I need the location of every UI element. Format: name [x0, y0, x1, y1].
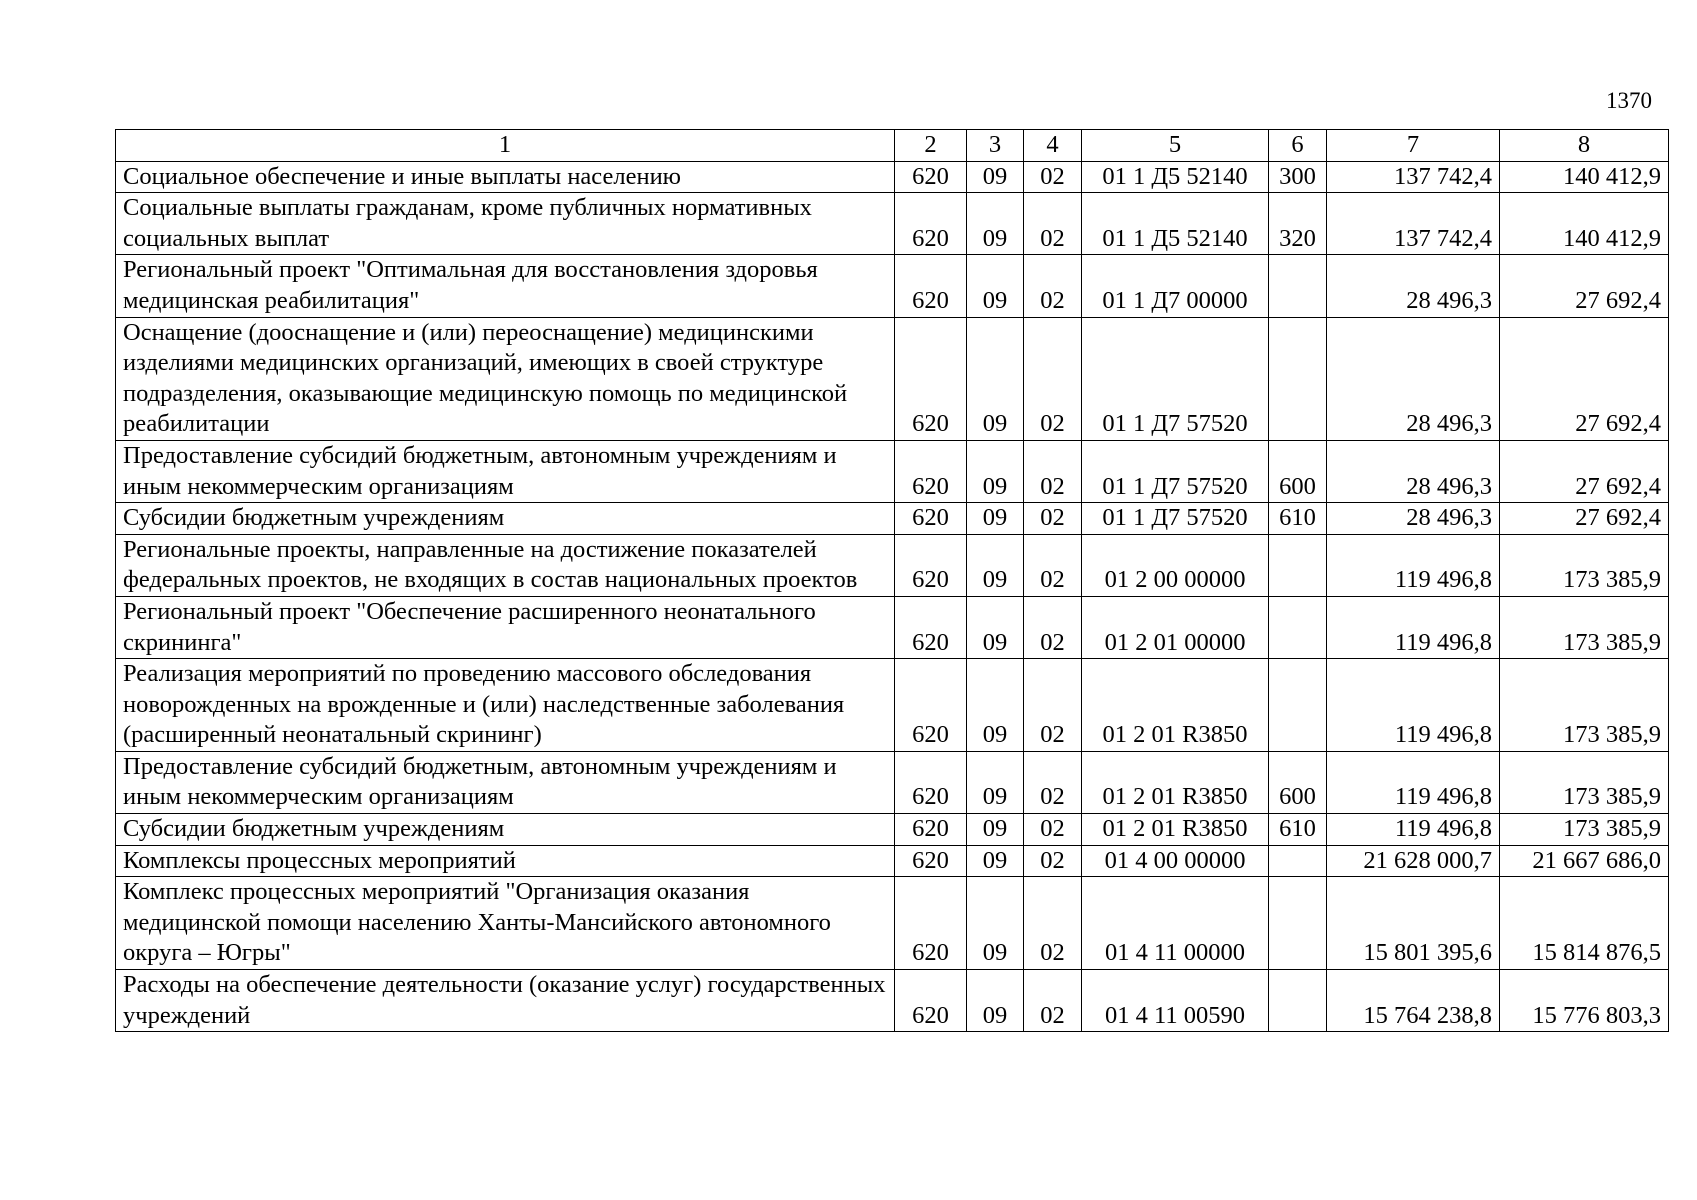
ved-code-cell: 620 — [895, 161, 967, 193]
amount-year1-cell: 28 496,3 — [1327, 440, 1500, 502]
subsection-code-cell: 02 — [1024, 440, 1082, 502]
target-article-cell: 01 1 Д7 57520 — [1082, 503, 1269, 535]
subsection-code-cell: 02 — [1024, 659, 1082, 752]
amount-year2-cell: 140 412,9 — [1500, 161, 1669, 193]
expense-type-cell: 300 — [1269, 161, 1327, 193]
row-name-cell: Региональный проект "Обеспечение расширенного неонатального скрининга" — [116, 596, 895, 658]
table-row — [116, 970, 1669, 1032]
subsection-code-cell: 02 — [1024, 317, 1082, 440]
section-code-cell: 09 — [967, 596, 1024, 658]
expense-type-cell: 600 — [1269, 751, 1327, 813]
ved-code-cell: 620 — [895, 534, 967, 596]
table-row — [116, 877, 1669, 970]
amount-year2-cell: 27 692,4 — [1500, 255, 1669, 317]
column-header: 5 — [1082, 130, 1269, 162]
target-article-cell: 01 4 00 00000 — [1082, 845, 1269, 877]
amount-year2-cell: 173 385,9 — [1500, 534, 1669, 596]
amount-year1-cell: 28 496,3 — [1327, 503, 1500, 535]
table-row — [116, 503, 1669, 535]
ved-code-cell: 620 — [895, 503, 967, 535]
subsection-code-cell: 02 — [1024, 503, 1082, 535]
row-name-cell: Комплексы процессных мероприятий — [116, 845, 895, 877]
target-article-cell: 01 1 Д5 52140 — [1082, 161, 1269, 193]
amount-year1-cell: 119 496,8 — [1327, 596, 1500, 658]
subsection-code-cell: 02 — [1024, 161, 1082, 193]
expense-type-cell — [1269, 970, 1327, 1032]
ved-code-cell: 620 — [895, 596, 967, 658]
row-name-cell: Субсидии бюджетным учреждениям — [116, 814, 895, 846]
expense-type-cell — [1269, 317, 1327, 440]
table-row — [116, 659, 1669, 752]
section-code-cell: 09 — [967, 970, 1024, 1032]
amount-year2-cell: 173 385,9 — [1500, 751, 1669, 813]
ved-code-cell: 620 — [895, 193, 967, 255]
amount-year2-cell: 15 776 803,3 — [1500, 970, 1669, 1032]
column-header: 2 — [895, 130, 967, 162]
ved-code-cell: 620 — [895, 751, 967, 813]
row-name-cell: Социальное обеспечение и иные выплаты населению — [116, 161, 895, 193]
ved-code-cell: 620 — [895, 877, 967, 970]
table-row — [116, 255, 1669, 317]
table-row — [116, 751, 1669, 813]
ved-code-cell: 620 — [895, 814, 967, 846]
target-article-cell: 01 2 00 00000 — [1082, 534, 1269, 596]
section-code-cell: 09 — [967, 814, 1024, 846]
amount-year1-cell: 28 496,3 — [1327, 317, 1500, 440]
row-name-cell: Субсидии бюджетным учреждениям — [116, 503, 895, 535]
expense-type-cell: 610 — [1269, 503, 1327, 535]
row-name-cell: Региональные проекты, направленные на достижение показателей федеральных проектов, не входящих в состав национальных проектов — [116, 534, 895, 596]
ved-code-cell: 620 — [895, 659, 967, 752]
subsection-code-cell: 02 — [1024, 814, 1082, 846]
row-name-cell: Социальные выплаты гражданам, кроме публичных нормативных социальных выплат — [116, 193, 895, 255]
expense-type-cell: 600 — [1269, 440, 1327, 502]
budget-table — [115, 129, 1669, 1032]
target-article-cell: 01 2 01 R3850 — [1082, 814, 1269, 846]
table-row — [116, 534, 1669, 596]
amount-year1-cell: 15 801 395,6 — [1327, 877, 1500, 970]
amount-year2-cell: 173 385,9 — [1500, 814, 1669, 846]
table-row — [116, 317, 1669, 440]
section-code-cell: 09 — [967, 845, 1024, 877]
table-header-row — [116, 130, 1669, 162]
subsection-code-cell: 02 — [1024, 877, 1082, 970]
ved-code-cell: 620 — [895, 845, 967, 877]
column-header: 8 — [1500, 130, 1669, 162]
target-article-cell: 01 2 01 R3850 — [1082, 751, 1269, 813]
column-header: 6 — [1269, 130, 1327, 162]
subsection-code-cell: 02 — [1024, 193, 1082, 255]
amount-year1-cell: 119 496,8 — [1327, 814, 1500, 846]
section-code-cell: 09 — [967, 255, 1024, 317]
amount-year2-cell: 15 814 876,5 — [1500, 877, 1669, 970]
amount-year2-cell: 27 692,4 — [1500, 503, 1669, 535]
table-body — [116, 161, 1669, 1032]
expense-type-cell: 610 — [1269, 814, 1327, 846]
row-name-cell: Предоставление субсидий бюджетным, автономным учреждениям и иным некоммерческим организациям — [116, 751, 895, 813]
subsection-code-cell: 02 — [1024, 970, 1082, 1032]
amount-year1-cell: 15 764 238,8 — [1327, 970, 1500, 1032]
target-article-cell: 01 2 01 00000 — [1082, 596, 1269, 658]
expense-type-cell — [1269, 596, 1327, 658]
amount-year2-cell: 21 667 686,0 — [1500, 845, 1669, 877]
amount-year1-cell: 137 742,4 — [1327, 193, 1500, 255]
column-header: 1 — [116, 130, 895, 162]
subsection-code-cell: 02 — [1024, 596, 1082, 658]
amount-year1-cell: 119 496,8 — [1327, 534, 1500, 596]
amount-year2-cell: 140 412,9 — [1500, 193, 1669, 255]
section-code-cell: 09 — [967, 751, 1024, 813]
expense-type-cell — [1269, 845, 1327, 877]
amount-year2-cell: 173 385,9 — [1500, 596, 1669, 658]
subsection-code-cell: 02 — [1024, 534, 1082, 596]
amount-year1-cell: 119 496,8 — [1327, 751, 1500, 813]
subsection-code-cell: 02 — [1024, 845, 1082, 877]
section-code-cell: 09 — [967, 503, 1024, 535]
column-header: 4 — [1024, 130, 1082, 162]
section-code-cell: 09 — [967, 440, 1024, 502]
ved-code-cell: 620 — [895, 440, 967, 502]
table-row — [116, 845, 1669, 877]
table-row — [116, 193, 1669, 255]
expense-type-cell: 320 — [1269, 193, 1327, 255]
row-name-cell: Реализация мероприятий по проведению массового обследования новорожденных на врожденные и (или) наследственные заболевания (расширенный неонатальный скрининг) — [116, 659, 895, 752]
amount-year1-cell: 119 496,8 — [1327, 659, 1500, 752]
ved-code-cell: 620 — [895, 317, 967, 440]
row-name-cell: Региональный проект "Оптимальная для восстановления здоровья медицинская реабилитация" — [116, 255, 895, 317]
section-code-cell: 09 — [967, 193, 1024, 255]
row-name-cell: Предоставление субсидий бюджетным, автономным учреждениям и иным некоммерческим организациям — [116, 440, 895, 502]
expense-type-cell — [1269, 534, 1327, 596]
section-code-cell: 09 — [967, 877, 1024, 970]
target-article-cell: 01 1 Д7 57520 — [1082, 440, 1269, 502]
section-code-cell: 09 — [967, 534, 1024, 596]
subsection-code-cell: 02 — [1024, 255, 1082, 317]
expense-type-cell — [1269, 659, 1327, 752]
expense-type-cell — [1269, 255, 1327, 317]
target-article-cell: 01 2 01 R3850 — [1082, 659, 1269, 752]
amount-year1-cell: 137 742,4 — [1327, 161, 1500, 193]
page-number: 1370 — [1606, 88, 1652, 113]
table-row — [116, 440, 1669, 502]
table-row — [116, 161, 1669, 193]
subsection-code-cell: 02 — [1024, 751, 1082, 813]
column-header: 7 — [1327, 130, 1500, 162]
column-header: 3 — [967, 130, 1024, 162]
target-article-cell: 01 4 11 00000 — [1082, 877, 1269, 970]
section-code-cell: 09 — [967, 161, 1024, 193]
amount-year1-cell: 28 496,3 — [1327, 255, 1500, 317]
target-article-cell: 01 1 Д5 52140 — [1082, 193, 1269, 255]
row-name-cell: Комплекс процессных мероприятий "Организация оказания медицинской помощи населению Ханты-Мансийского автономного округа – Югры" — [116, 877, 895, 970]
table-row — [116, 596, 1669, 658]
expense-type-cell — [1269, 877, 1327, 970]
row-name-cell: Оснащение (дооснащение и (или) переоснащение) медицинскими изделиями медицинских организаций, имеющих в своей структуре подразделения, оказывающие медицинскую помощь по медицинской реабилитации — [116, 317, 895, 440]
ved-code-cell: 620 — [895, 255, 967, 317]
ved-code-cell: 620 — [895, 970, 967, 1032]
section-code-cell: 09 — [967, 659, 1024, 752]
row-name-cell: Расходы на обеспечение деятельности (оказание услуг) государственных учреждений — [116, 970, 895, 1032]
target-article-cell: 01 4 11 00590 — [1082, 970, 1269, 1032]
amount-year2-cell: 173 385,9 — [1500, 659, 1669, 752]
amount-year2-cell: 27 692,4 — [1500, 317, 1669, 440]
amount-year1-cell: 21 628 000,7 — [1327, 845, 1500, 877]
section-code-cell: 09 — [967, 317, 1024, 440]
target-article-cell: 01 1 Д7 57520 — [1082, 317, 1269, 440]
amount-year2-cell: 27 692,4 — [1500, 440, 1669, 502]
table-row — [116, 814, 1669, 846]
target-article-cell: 01 1 Д7 00000 — [1082, 255, 1269, 317]
